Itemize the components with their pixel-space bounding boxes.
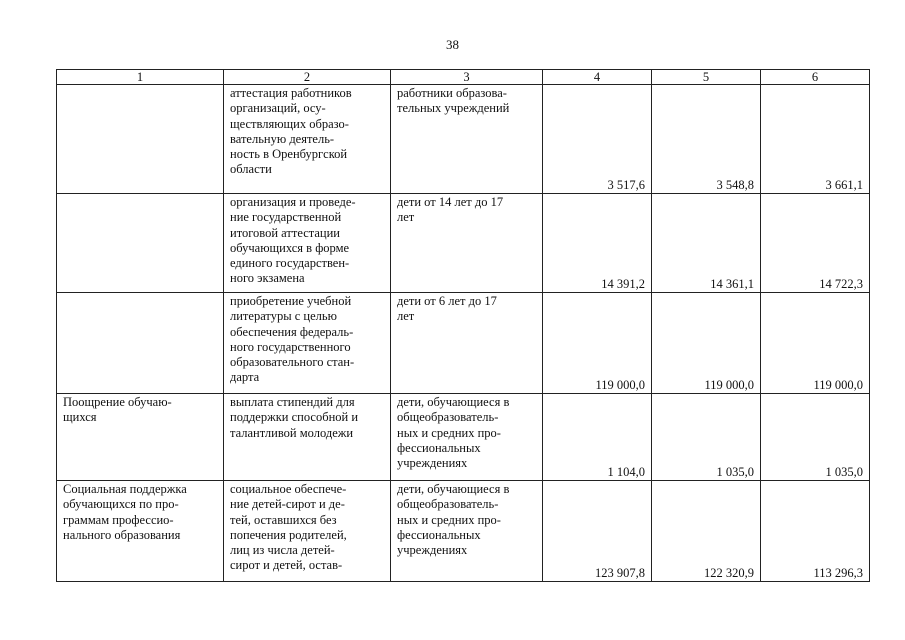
cell-text-line: организация и проведе- xyxy=(230,195,356,209)
cell-text-line: области xyxy=(230,162,272,177)
recipient-category-cell xyxy=(57,194,224,293)
cell-text-line: щихся xyxy=(63,410,97,425)
cell-text-line: ние государственной xyxy=(230,210,342,225)
column-header-1: 1 xyxy=(57,70,224,85)
beneficiary-cell xyxy=(391,481,543,582)
cell-text-line: талантливой молодежи xyxy=(230,425,354,440)
cell-text-line: итоговой аттестации xyxy=(230,225,340,240)
amount-year-1-cell: 14 391,2 xyxy=(543,194,652,293)
cell-text-line: нального образования xyxy=(63,527,181,542)
cell-text-line: Социальная поддержка xyxy=(63,482,187,496)
cell-text-line: ного экзамена xyxy=(230,271,305,286)
amount-year-1-cell: 119 000,0 xyxy=(543,293,652,394)
beneficiary-cell xyxy=(391,85,543,194)
column-header-3: 3 xyxy=(391,70,543,85)
cell-text-line: ного государственного xyxy=(230,339,351,354)
cell-text-line: сирот и детей, остав- xyxy=(230,558,343,573)
recipient-category-cell xyxy=(57,293,224,394)
table-row xyxy=(57,293,870,394)
cell-text-line: ных и средних про- xyxy=(397,512,501,527)
budget-table xyxy=(56,69,870,582)
column-header-5: 5 xyxy=(652,70,761,85)
cell-text-line: обучающихся в форме xyxy=(230,240,350,255)
amount-year-2-cell: 1 035,0 xyxy=(652,394,761,481)
column-header-4: 4 xyxy=(543,70,652,85)
table-body xyxy=(57,85,870,582)
table-row xyxy=(57,85,870,194)
table-row xyxy=(57,394,870,481)
cell-text-line: дети от 14 лет до 17 xyxy=(397,195,504,209)
measure-cell xyxy=(224,293,391,394)
cell-text-line: граммам профессио- xyxy=(63,512,174,527)
cell-text-line: ние детей-сирот и де- xyxy=(230,497,345,512)
cell-text-line: Поощрение обучаю- xyxy=(63,395,172,409)
cell-text-line: попечения родителей, xyxy=(230,527,347,542)
measure-cell xyxy=(224,394,391,481)
cell-text-line: аттестация работников xyxy=(230,86,352,100)
recipient-category-cell xyxy=(57,481,224,582)
recipient-category-cell xyxy=(57,394,224,481)
amount-year-3-cell: 1 035,0 xyxy=(761,394,870,481)
cell-text-line: учреждениях xyxy=(397,456,468,471)
amount-year-2-cell: 122 320,9 xyxy=(652,481,761,582)
cell-text-line: тельных учреждений xyxy=(397,101,510,116)
cell-text-line: лет xyxy=(397,309,415,324)
amount-year-2-cell: 14 361,1 xyxy=(652,194,761,293)
page-number: 38 xyxy=(446,37,459,52)
amount-year-3-cell: 3 661,1 xyxy=(761,85,870,194)
amount-year-2-cell: 3 548,8 xyxy=(652,85,761,194)
cell-text-line: дети, обучающиеся в xyxy=(397,482,510,496)
cell-text-line: работники образова- xyxy=(397,86,507,100)
amount-year-3-cell: 14 722,3 xyxy=(761,194,870,293)
cell-text-line: единого государствен- xyxy=(230,256,350,271)
cell-text-line: выплата стипендий для xyxy=(230,395,355,409)
cell-text-line: обеспечения федераль- xyxy=(230,324,354,339)
recipient-category-cell xyxy=(57,85,224,194)
cell-text-line: дарта xyxy=(230,370,260,385)
amount-year-1-cell: 123 907,8 xyxy=(543,481,652,582)
cell-text-line: фессиональных xyxy=(397,440,481,455)
cell-text-line: тей, оставшихся без xyxy=(230,512,337,527)
cell-text-line: общеобразователь- xyxy=(397,497,499,512)
cell-text-line: поддержки способной и xyxy=(230,410,359,425)
cell-text-line: дети от 6 лет до 17 xyxy=(397,294,497,308)
cell-text-line: лиц из числа детей- xyxy=(230,543,335,558)
measure-cell xyxy=(224,481,391,582)
cell-text-line: образовательного стан- xyxy=(230,355,355,370)
column-header-2: 2 xyxy=(224,70,391,85)
cell-text-line: лет xyxy=(397,210,415,225)
cell-text-line: фессиональных xyxy=(397,527,481,542)
cell-text-line: дети, обучающиеся в xyxy=(397,395,510,409)
cell-text-line: социальное обеспече- xyxy=(230,482,347,496)
cell-text-line: вательную деятель- xyxy=(230,131,335,146)
beneficiary-cell xyxy=(391,293,543,394)
cell-text-line: ность в Оренбургской xyxy=(230,147,348,162)
cell-text-line: приобретение учебной xyxy=(230,294,352,308)
column-header-6: 6 xyxy=(761,70,870,85)
amount-year-2-cell: 119 000,0 xyxy=(652,293,761,394)
beneficiary-cell xyxy=(391,394,543,481)
table-header-row xyxy=(57,70,870,85)
cell-text-line: ществляющих образо- xyxy=(230,116,349,131)
measure-cell xyxy=(224,194,391,293)
cell-text-line: организаций, осу- xyxy=(230,101,326,116)
cell-text-line: учреждениях xyxy=(397,543,468,558)
table-row xyxy=(57,481,870,582)
cell-text-line: общеобразователь- xyxy=(397,410,499,425)
cell-text-line: обучающихся по про- xyxy=(63,497,179,512)
beneficiary-cell xyxy=(391,194,543,293)
cell-text-line: ных и средних про- xyxy=(397,425,501,440)
amount-year-1-cell: 1 104,0 xyxy=(543,394,652,481)
measure-cell xyxy=(224,85,391,194)
cell-text-line: литературы с целью xyxy=(230,309,337,324)
amount-year-1-cell: 3 517,6 xyxy=(543,85,652,194)
amount-year-3-cell: 113 296,3 xyxy=(761,481,870,582)
table-row xyxy=(57,194,870,293)
amount-year-3-cell: 119 000,0 xyxy=(761,293,870,394)
